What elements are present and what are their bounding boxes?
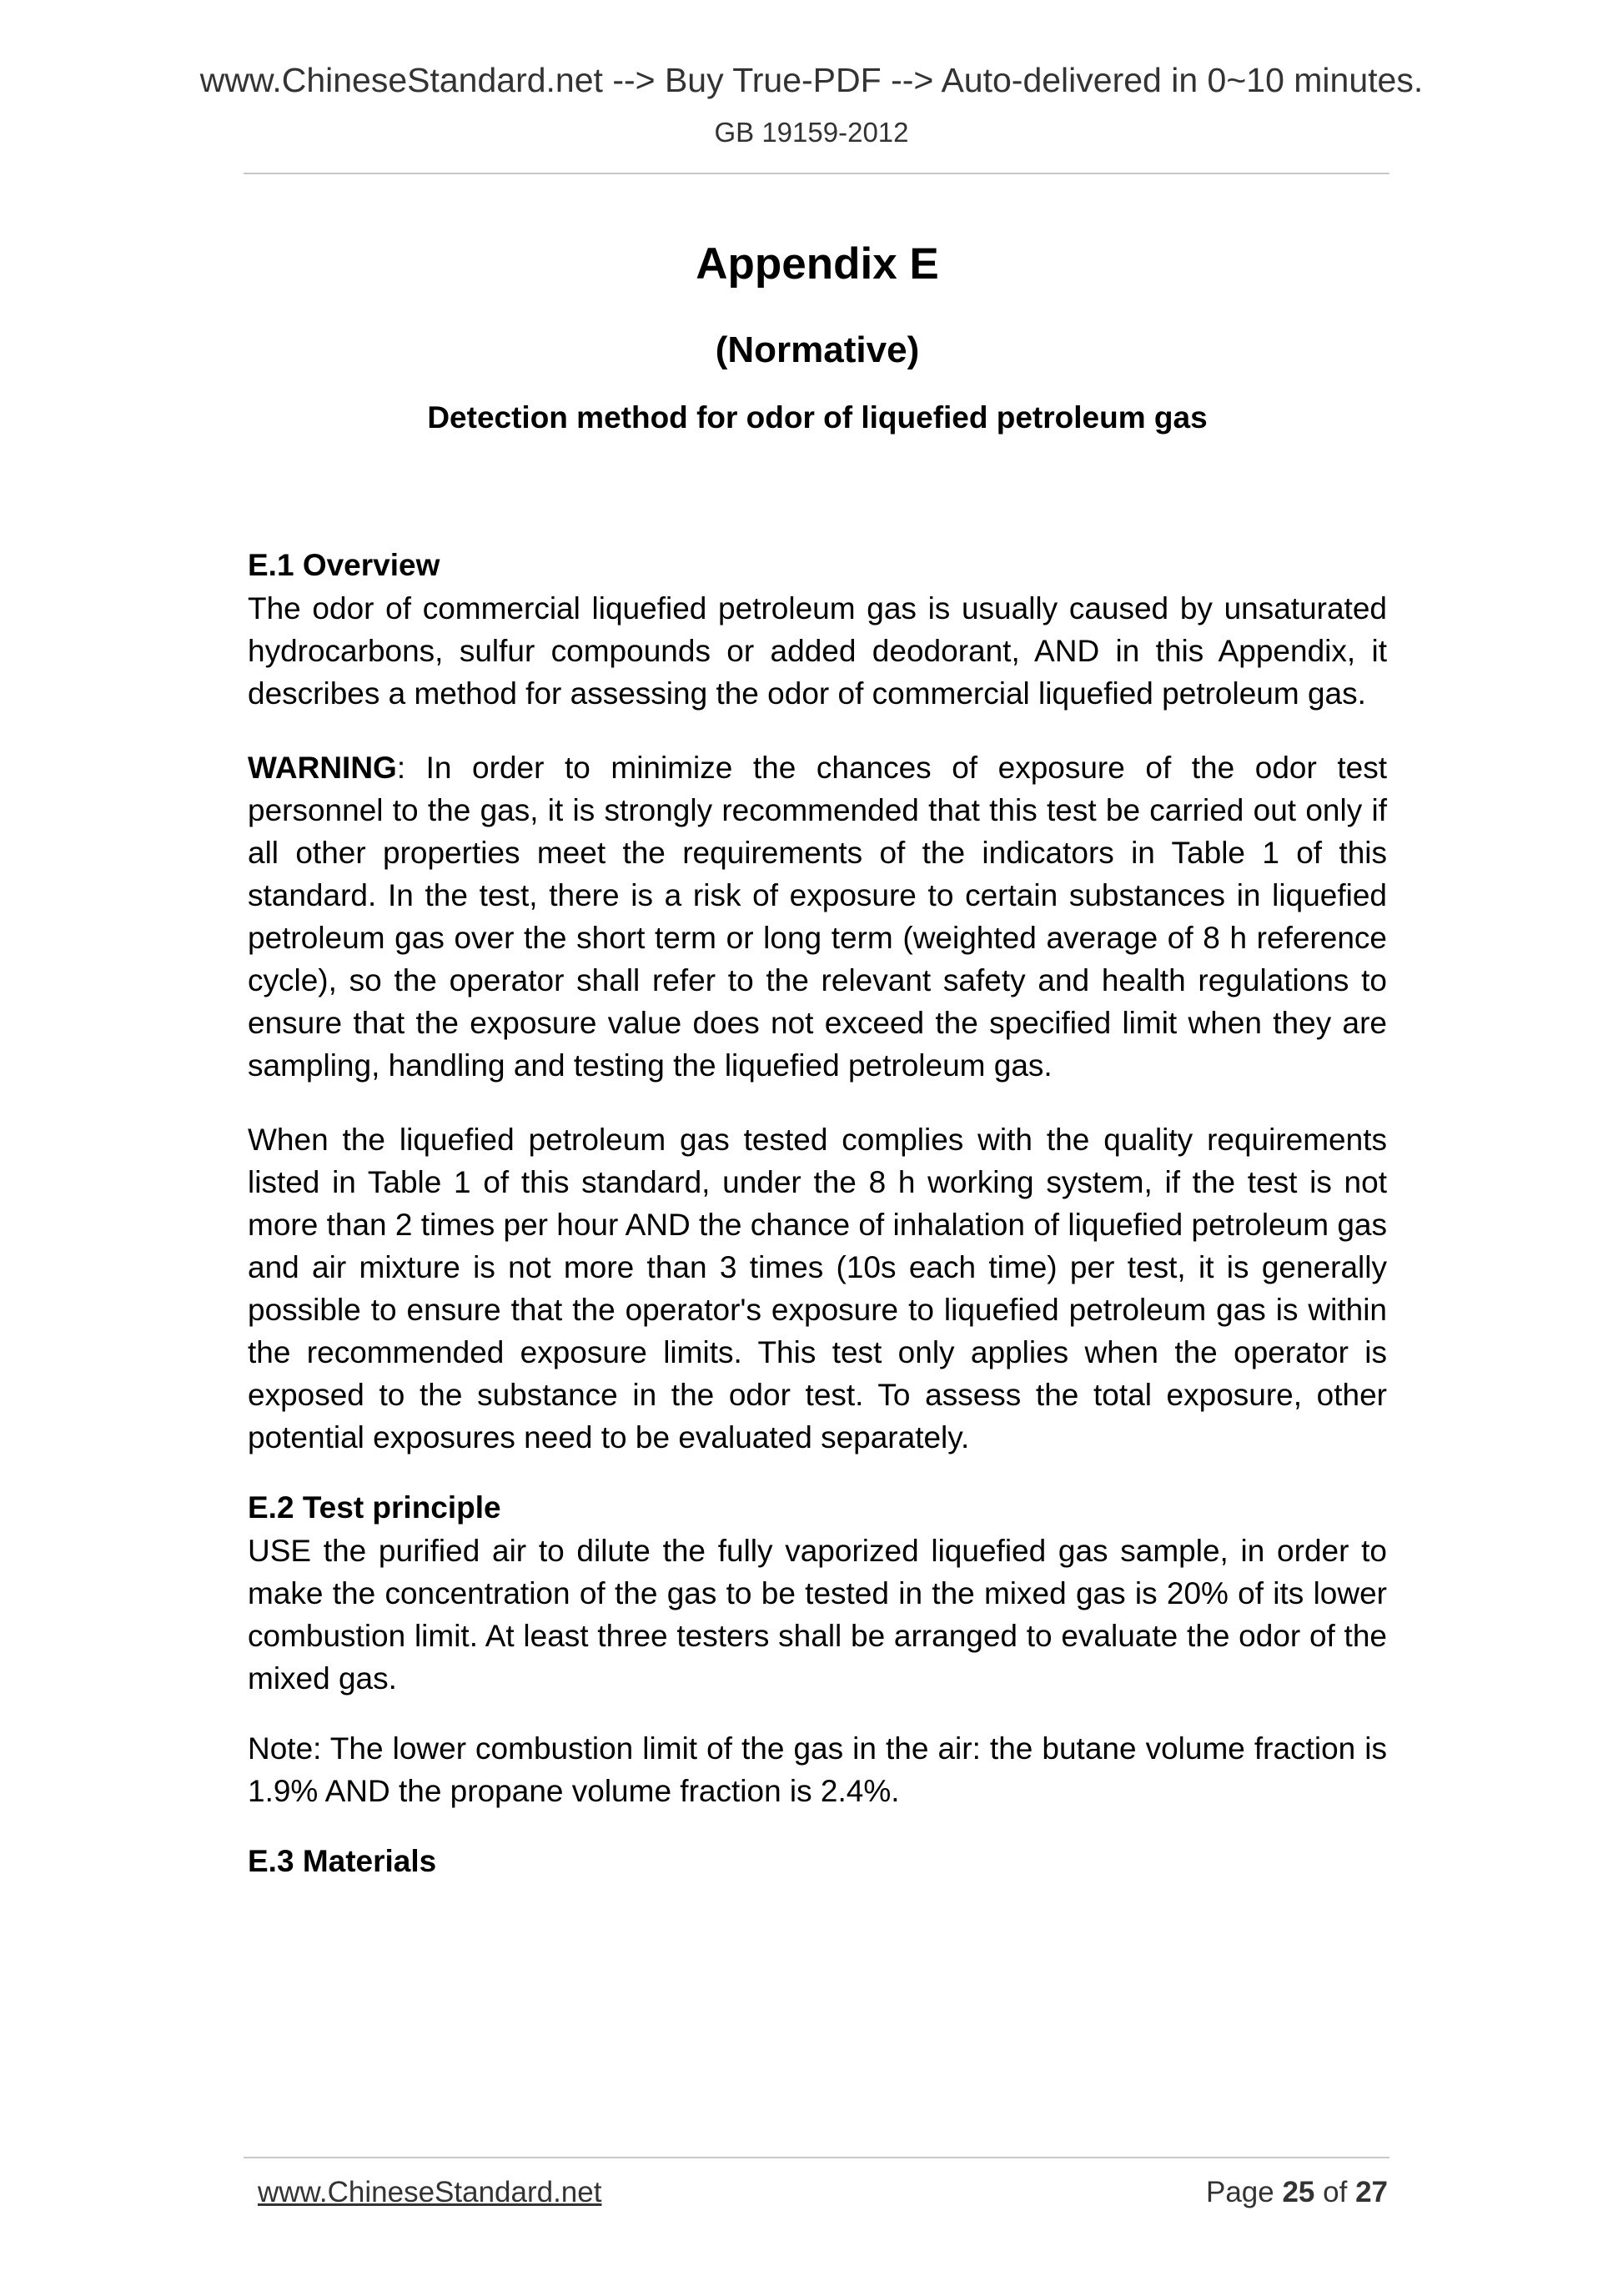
warning-text: : In order to minimize the chances of exposure of the odor test personnel to the gas, it is strongly recommended that this test be carried out only if all other properties meet the requirements of the indicators in Table 1 of this standard. In the test, there is a risk of exposure to certain substances in liquefied petroleum gas over the short term or long term (weighted average of 8 h reference cycle), so the operator shall refer to the relevant safety and health regulations to ensure that the exposure value does not exceed the specified limit when they are sampling, handling and testing the liquefied petroleum gas. xyxy=(248,750,1387,1083)
header-banner-link[interactable]: www.ChineseStandard.net --> Buy True-PDF --> Auto-delivered in 0~10 minutes. xyxy=(199,61,1424,99)
section-heading-e3: E.3 Materials xyxy=(248,1843,437,1878)
note-paragraph: Note: The lower combustion limit of the gas in the air: the butane volume fraction is 1.9% AND the propane volume fraction is 2.4%. xyxy=(248,1731,1387,1808)
appendix-type: (Normative) xyxy=(715,329,920,370)
page-number xyxy=(1206,2178,1388,2207)
warning-paragraph xyxy=(248,746,1387,1087)
footer-divider xyxy=(244,2157,1389,2158)
footer-website-link[interactable]: www.ChineseStandard.net xyxy=(258,2176,602,2208)
overview-paragraph: The odor of commercial liquefied petroleum gas is usually caused by unsaturated hydrocarbons, sulfur compounds or added deodorant, AND in this Appendix, it describes a method for assessing the odor of commercial liquefied petroleum gas. xyxy=(248,590,1387,711)
page-prefix: Page xyxy=(1205,2176,1274,2208)
exposure-paragraph: When the liquefied petroleum gas tested complies with the quality requirements listed in Table 1 of this standard, under the 8 h working system, if the test is not more than 2 times per hour AND the chance of inhalation of liquefied petroleum gas and air mixture is not more than 3 times (10s each time) per test, it is generally possible to ensure that the operator's exposure to liquefied petroleum gas is within the recommended exposure limits. This test only applies when the operator is exposed to the substance in the odor test. To assess the total exposure, other potential exposures need to be evaluated separately. xyxy=(248,1122,1387,1454)
appendix-subject: Detection method for odor of liquefied petroleum gas xyxy=(427,400,1208,435)
section-heading-e1: E.1 Overview xyxy=(248,548,440,582)
page-total: 27 xyxy=(1355,2176,1388,2208)
document-body xyxy=(248,544,1387,1882)
warning-label: WARNING xyxy=(248,750,397,785)
principle-paragraph: USE the purified air to dilute the fully vaporized liquefied gas sample, in order to make the concentration of the gas to be tested in the mixed gas is 20% of its lower combustion limit. At least three testers shall be arranged to evaluate the odor of the mixed gas. xyxy=(248,1533,1387,1696)
appendix-title: Appendix E xyxy=(696,239,939,289)
standard-code: GB 19159-2012 xyxy=(714,117,909,148)
page-current: 25 xyxy=(1282,2176,1315,2208)
page-of: of xyxy=(1323,2176,1348,2208)
header-divider xyxy=(244,173,1389,174)
section-heading-e2: E.2 Test principle xyxy=(248,1490,501,1525)
